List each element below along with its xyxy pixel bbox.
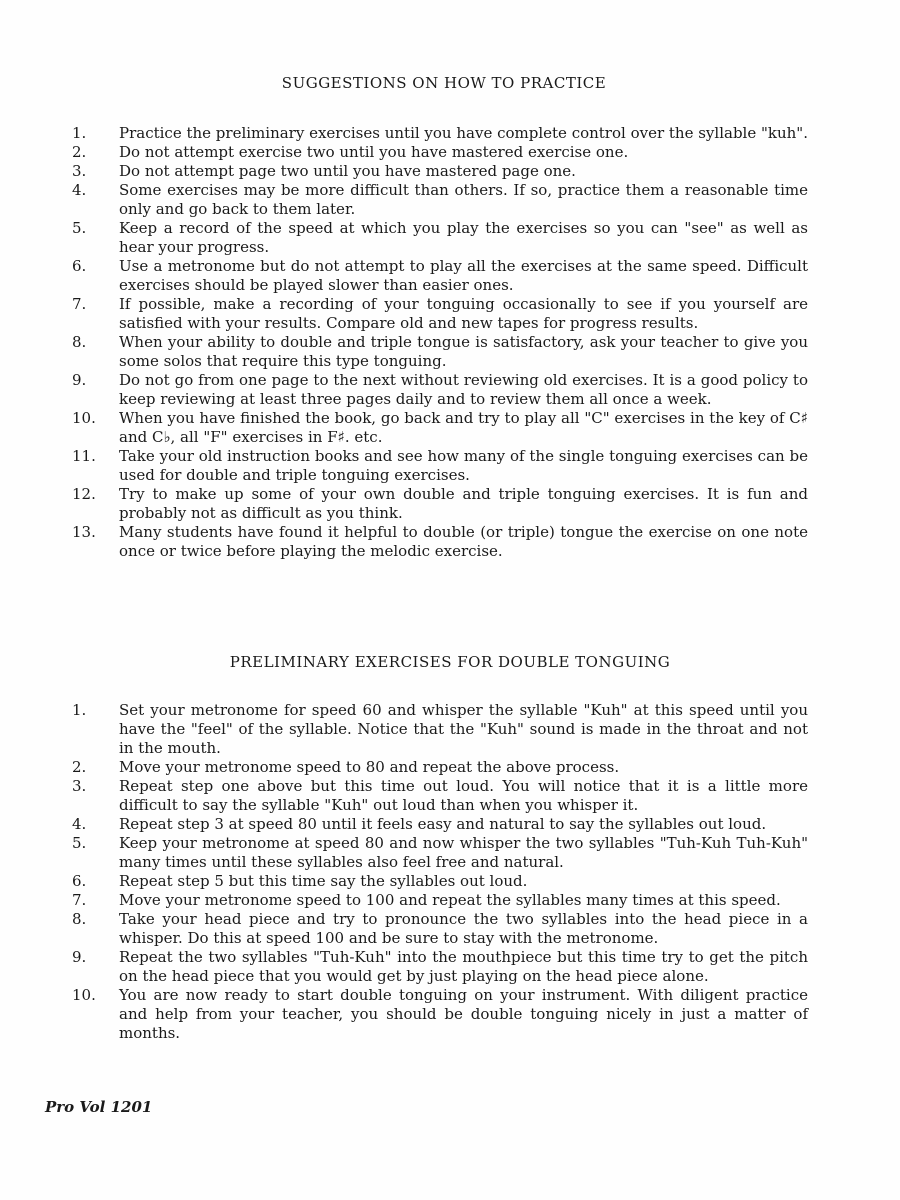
item-text: Move your metronome speed to 100 and repeat the syllables many times at this speed. <box>119 891 781 909</box>
exercise-item <box>72 872 808 891</box>
section-title-practice: SUGGESTIONS ON HOW TO PRACTICE <box>281 74 607 92</box>
exercise-item <box>72 777 808 815</box>
exercise-item <box>72 948 808 986</box>
item-number: 9. <box>72 948 87 966</box>
item-number: 7. <box>72 891 87 909</box>
item-text: Repeat step one above but this time out loud. You will notice that it is a little more difficult to say the syllable "Kuh" out loud than when you whisper it. <box>119 777 808 814</box>
suggestion-item <box>72 257 808 295</box>
item-text: When you have finished the book, go back and try to play all "C" exercises in the key of C♯ and C♭, all "F" exercises in F♯. etc. <box>119 409 808 446</box>
item-text: If possible, make a recording of your tonguing occasionally to see if you yourself are satisfied with your results. Compare old and new tapes for progress results. <box>119 295 808 332</box>
suggestion-item <box>72 333 808 371</box>
footer-volume-label: Pro Vol 1201 <box>45 1098 153 1116</box>
item-number: 8. <box>72 333 87 351</box>
section-title-preliminary-exercises: PRELIMINARY EXERCISES FOR DOUBLE TONGUING <box>229 653 671 671</box>
item-number: 9. <box>72 371 87 389</box>
item-text: Repeat step 5 but this time say the syllables out loud. <box>119 872 528 890</box>
item-number: 7. <box>72 295 87 313</box>
exercise-item <box>72 815 808 834</box>
item-number: 3. <box>72 162 87 180</box>
item-number: 6. <box>72 257 87 275</box>
suggestion-item <box>72 485 808 523</box>
item-text: You are now ready to start double tonguing on your instrument. With diligent practice and help from your teacher, you should be double tonguing nicely in just a matter of months. <box>119 986 808 1042</box>
item-number: 1. <box>72 701 87 719</box>
item-number: 8. <box>72 910 87 928</box>
item-text: Many students have found it helpful to double (or triple) tongue the exercise on one note once or twice before playing the melodic exercise. <box>119 523 808 560</box>
item-number: 3. <box>72 777 87 795</box>
item-text: Some exercises may be more difficult than others. If so, practice them a reasonable time only and go back to them later. <box>119 181 808 218</box>
suggestion-item <box>72 447 808 485</box>
suggestion-item <box>72 523 808 561</box>
item-number: 10. <box>72 409 96 427</box>
item-text: When your ability to double and triple tongue is satisfactory, ask your teacher to give you some solos that require this type tonguing. <box>119 333 808 370</box>
item-number: 11. <box>72 447 96 465</box>
item-text: Repeat the two syllables "Tuh-Kuh" into the mouthpiece but this time try to get the pitch on the head piece that you would get by just playing on the head piece alone. <box>119 948 808 985</box>
item-text: Do not go from one page to the next without reviewing old exercises. It is a good policy to keep reviewing at least three pages daily and to review them all once a week. <box>119 371 808 408</box>
suggestion-item <box>72 162 808 181</box>
suggestion-item <box>72 219 808 257</box>
item-number: 2. <box>72 143 87 161</box>
exercise-item <box>72 758 808 777</box>
item-number: 4. <box>72 815 87 833</box>
item-text: Keep a record of the speed at which you play the exercises so you can "see" as well as hear your progress. <box>119 219 808 256</box>
suggestion-item <box>72 371 808 409</box>
exercise-item <box>72 986 808 1043</box>
exercise-item <box>72 910 808 948</box>
item-number: 1. <box>72 124 87 142</box>
item-text: Do not attempt exercise two until you have mastered exercise one. <box>119 143 629 161</box>
exercise-item <box>72 891 808 910</box>
suggestion-item <box>72 409 808 447</box>
preliminary-exercises-list <box>72 701 808 1043</box>
suggestion-item <box>72 181 808 219</box>
item-number: 6. <box>72 872 87 890</box>
item-text: Keep your metronome at speed 80 and now whisper the two syllables "Tuh-Kuh Tuh-Kuh" many times until these syllables also feel free and natural. <box>119 834 808 871</box>
item-text: Use a metronome but do not attempt to play all the exercises at the same speed. Difficult exercises should be played slower than easier ones. <box>119 257 808 294</box>
item-text: Practice the preliminary exercises until you have complete control over the syllable "kuh". <box>119 124 808 142</box>
exercise-item <box>72 834 808 872</box>
suggestion-item <box>72 143 808 162</box>
item-text: Repeat step 3 at speed 80 until it feels easy and natural to say the syllables out loud. <box>119 815 767 833</box>
item-number: 4. <box>72 181 87 199</box>
item-number: 2. <box>72 758 87 776</box>
exercise-item <box>72 701 808 758</box>
practice-suggestions-list <box>72 124 808 561</box>
item-text: Try to make up some of your own double and triple tonguing exercises. It is fun and probably not as difficult as you think. <box>119 485 808 522</box>
item-text: Take your head piece and try to pronounce the two syllables into the head piece in a whisper. Do this at speed 100 and be sure to stay with the metronome. <box>119 910 808 947</box>
item-number: 5. <box>72 219 87 237</box>
item-text: Do not attempt page two until you have mastered page one. <box>119 162 576 180</box>
item-number: 5. <box>72 834 87 852</box>
item-number: 10. <box>72 986 96 1004</box>
item-text: Move your metronome speed to 80 and repeat the above process. <box>119 758 620 776</box>
item-text: Set your metronome for speed 60 and whisper the syllable "Kuh" at this speed until you have the "feel" of the syllable. Notice that the "Kuh" sound is made in the throat and not in the mouth. <box>119 701 808 757</box>
item-number: 13. <box>72 523 96 541</box>
item-number: 12. <box>72 485 96 503</box>
item-text: Take your old instruction books and see how many of the single tonguing exercises can be used for double and triple tonguing exercises. <box>119 447 808 484</box>
suggestion-item <box>72 124 808 143</box>
suggestion-item <box>72 295 808 333</box>
